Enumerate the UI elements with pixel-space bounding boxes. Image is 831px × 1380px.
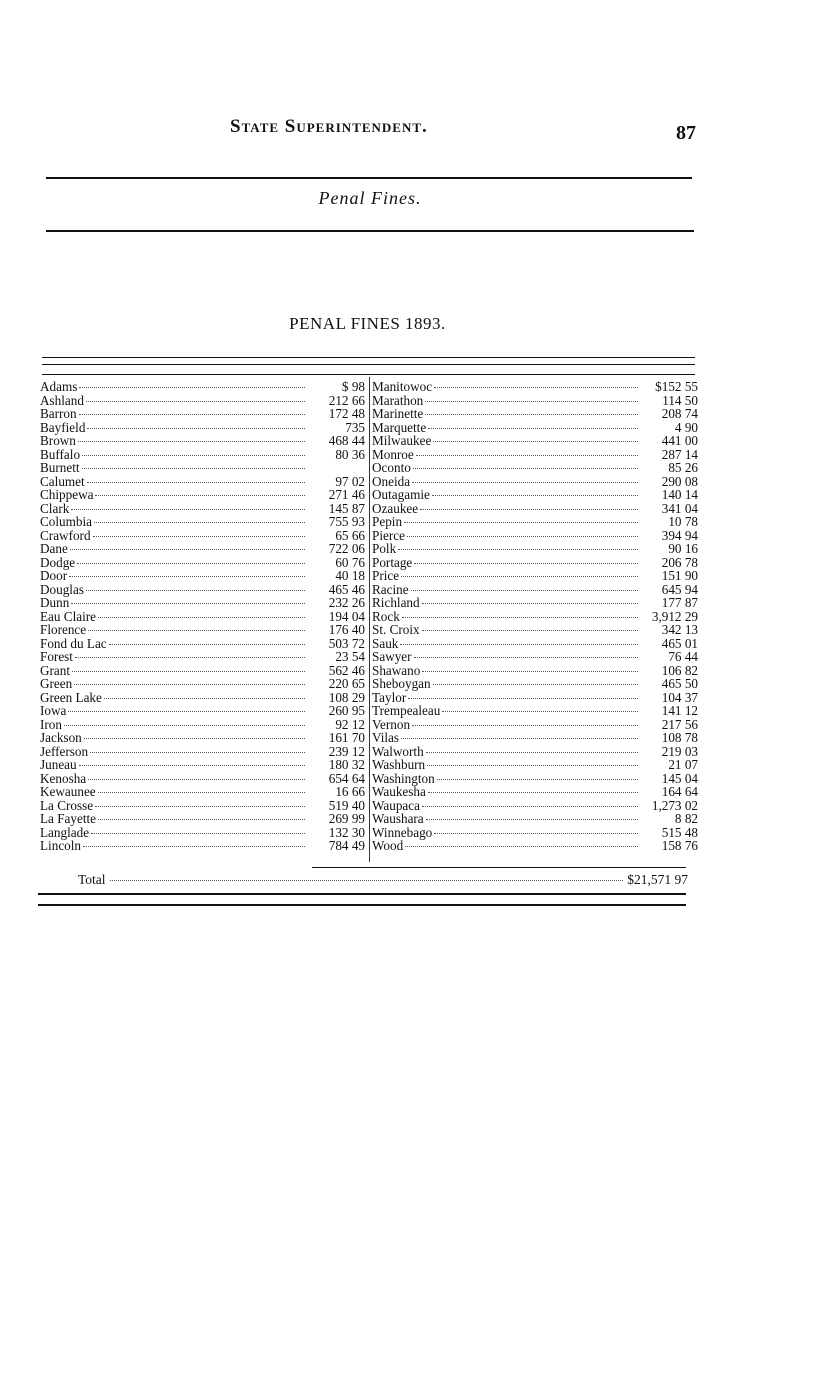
county-name: Ozaukee bbox=[372, 500, 419, 516]
fine-amount: 287 14 bbox=[661, 446, 698, 462]
fine-amount: 40 18 bbox=[335, 568, 365, 583]
fine-amount: 97 02 bbox=[335, 473, 365, 489]
county-name: Burnett bbox=[40, 460, 80, 475]
fine-amount: 269 99 bbox=[328, 811, 365, 826]
county-name: Shawano bbox=[372, 662, 421, 678]
table-row bbox=[372, 745, 698, 759]
fine-amount: 180 32 bbox=[328, 757, 365, 772]
table-rule-top-3 bbox=[42, 374, 695, 375]
table-row bbox=[372, 488, 698, 502]
county-name: Clark bbox=[40, 500, 70, 516]
fine-amount: 90 16 bbox=[668, 541, 698, 556]
left-column bbox=[40, 380, 365, 853]
table-row bbox=[372, 637, 698, 651]
leader-dots bbox=[88, 630, 305, 631]
table-row bbox=[372, 812, 698, 826]
leader-dots bbox=[422, 671, 638, 672]
total-row bbox=[78, 872, 688, 888]
table-row bbox=[40, 718, 365, 732]
table-row bbox=[372, 583, 698, 597]
table-row bbox=[40, 826, 365, 840]
table-row bbox=[372, 826, 698, 840]
leader-dots bbox=[420, 509, 638, 510]
leader-dots bbox=[70, 549, 305, 550]
table-row bbox=[40, 407, 365, 421]
leader-dots bbox=[434, 387, 638, 388]
county-name: Vernon bbox=[372, 716, 411, 732]
table-row bbox=[372, 502, 698, 516]
county-name: Iron bbox=[40, 716, 62, 732]
table-row bbox=[40, 434, 365, 448]
fine-amount: 260 95 bbox=[328, 703, 365, 718]
total-rule-top bbox=[312, 867, 686, 868]
leader-dots bbox=[432, 495, 638, 496]
county-name: Eau Claire bbox=[40, 608, 97, 624]
table-row bbox=[40, 650, 365, 664]
county-name: Pierce bbox=[372, 527, 405, 543]
fine-amount: 10 78 bbox=[668, 514, 698, 529]
county-name: La Fayette bbox=[40, 811, 97, 826]
fine-amount: 114 50 bbox=[662, 392, 698, 408]
table-row bbox=[40, 772, 365, 786]
county-name: Marquette bbox=[372, 419, 427, 435]
county-name: Trempealeau bbox=[372, 703, 441, 718]
leader-dots bbox=[422, 806, 638, 807]
county-name: Richland bbox=[372, 595, 420, 610]
leader-dots bbox=[75, 657, 305, 658]
leader-dots bbox=[94, 522, 305, 523]
leader-dots bbox=[433, 441, 638, 442]
county-name: Marathon bbox=[372, 392, 424, 408]
county-name: Walworth bbox=[372, 743, 424, 759]
fine-amount: 394 94 bbox=[661, 527, 698, 543]
section-title: Penal Fines. bbox=[318, 188, 422, 208]
fine-amount: 177 87 bbox=[661, 595, 698, 610]
county-name: Iowa bbox=[40, 703, 67, 718]
county-name: Florence bbox=[40, 622, 87, 637]
table-row bbox=[372, 515, 698, 529]
fine-amount: 219 03 bbox=[661, 743, 698, 759]
table-row bbox=[372, 623, 698, 637]
header-rule-bottom bbox=[46, 230, 694, 232]
fine-amount: 108 29 bbox=[328, 689, 365, 705]
leader-dots bbox=[98, 792, 305, 793]
table-row bbox=[372, 772, 698, 786]
table-row bbox=[372, 380, 698, 394]
county-name: Juneau bbox=[40, 757, 77, 772]
county-name: Portage bbox=[372, 554, 413, 570]
leader-dots bbox=[401, 738, 638, 739]
leader-dots bbox=[407, 536, 638, 537]
county-name: La Crosse bbox=[40, 797, 94, 813]
fine-amount: 194 04 bbox=[328, 608, 365, 624]
fine-amount: 145 87 bbox=[328, 500, 365, 516]
table-row bbox=[372, 596, 698, 610]
leader-dots bbox=[88, 779, 305, 780]
leader-dots bbox=[87, 428, 305, 429]
table-row bbox=[40, 488, 365, 502]
leader-dots bbox=[401, 576, 638, 577]
table-row bbox=[40, 758, 365, 772]
county-name: Calumet bbox=[40, 473, 85, 489]
fine-amount: 217 56 bbox=[661, 716, 698, 732]
table-row bbox=[40, 839, 365, 853]
table-row bbox=[40, 812, 365, 826]
county-name: Kenosha bbox=[40, 770, 87, 786]
fine-amount: 232 26 bbox=[328, 595, 365, 610]
leader-dots bbox=[422, 630, 638, 631]
county-name: Manitowoc bbox=[372, 379, 433, 394]
county-name: Polk bbox=[372, 541, 397, 556]
fine-amount: 23 54 bbox=[335, 649, 365, 664]
fine-amount: 784 49 bbox=[328, 838, 365, 853]
county-name: Adams bbox=[40, 379, 78, 394]
county-name: Douglas bbox=[40, 581, 84, 597]
county-name: Green Lake bbox=[40, 689, 102, 705]
table-row bbox=[40, 799, 365, 813]
table-row bbox=[40, 380, 365, 394]
leader-dots bbox=[422, 603, 638, 604]
table-row bbox=[40, 704, 365, 718]
leader-dots bbox=[79, 414, 305, 415]
leader-dots bbox=[95, 495, 305, 496]
fine-amount: 654 64 bbox=[328, 770, 365, 786]
county-name: Milwaukee bbox=[372, 433, 432, 448]
table-row bbox=[40, 731, 365, 745]
county-name: Brown bbox=[40, 433, 76, 448]
fine-amount: 108 78 bbox=[661, 730, 698, 745]
table-row bbox=[40, 596, 365, 610]
table-row bbox=[40, 515, 365, 529]
county-name: Marinette bbox=[372, 406, 424, 421]
table-row bbox=[372, 542, 698, 556]
leader-dots bbox=[425, 401, 638, 402]
total-label: Total bbox=[78, 872, 106, 887]
fine-amount: 645 94 bbox=[661, 581, 698, 597]
table-rule-bottom-1 bbox=[38, 893, 686, 895]
leader-dots bbox=[98, 819, 305, 820]
leader-dots bbox=[411, 590, 638, 591]
table-row bbox=[40, 637, 365, 651]
fine-amount: $ 98 bbox=[341, 379, 365, 394]
county-name: Jefferson bbox=[40, 743, 89, 759]
table-row bbox=[372, 529, 698, 543]
table-row bbox=[372, 569, 698, 583]
table-row bbox=[372, 691, 698, 705]
leader-dots bbox=[90, 752, 305, 753]
fine-amount: 140 14 bbox=[661, 487, 698, 502]
table-row bbox=[372, 799, 698, 813]
leader-dots bbox=[71, 603, 305, 604]
table-row bbox=[372, 394, 698, 408]
fine-amount: 172 48 bbox=[328, 406, 365, 421]
fine-amount: 441 00 bbox=[661, 433, 698, 448]
county-name: Oconto bbox=[372, 460, 411, 475]
fine-amount: 151 90 bbox=[661, 568, 698, 583]
fine-amount: 3,912 29 bbox=[651, 608, 698, 624]
fine-amount: 515 48 bbox=[661, 824, 698, 840]
fine-amount: 206 78 bbox=[661, 554, 698, 570]
table-row bbox=[372, 758, 698, 772]
leader-dots bbox=[442, 711, 638, 712]
county-name: Dane bbox=[40, 541, 68, 556]
fine-amount: 212 66 bbox=[328, 392, 365, 408]
leader-dots bbox=[404, 522, 638, 523]
table-row bbox=[372, 664, 698, 678]
right-column bbox=[372, 380, 698, 853]
leader-dots bbox=[437, 779, 638, 780]
county-name: Ashland bbox=[40, 392, 84, 408]
column-divider bbox=[369, 377, 370, 862]
county-name: Sawyer bbox=[372, 649, 412, 664]
fine-amount: 1,273 02 bbox=[651, 797, 698, 813]
leader-dots bbox=[405, 846, 638, 847]
leader-dots bbox=[78, 441, 305, 442]
fine-amount: 106 82 bbox=[661, 662, 698, 678]
leader-dots bbox=[69, 576, 305, 577]
leader-dots bbox=[83, 846, 305, 847]
leader-dots bbox=[86, 401, 305, 402]
fine-amount: 755 93 bbox=[328, 514, 365, 529]
fine-amount: 145 04 bbox=[661, 770, 698, 786]
fine-amount: 176 40 bbox=[328, 622, 365, 637]
county-name: Sauk bbox=[372, 635, 399, 651]
fine-amount: 65 66 bbox=[335, 527, 365, 543]
table-rule-top-1 bbox=[42, 357, 695, 358]
fine-amount: 16 66 bbox=[335, 784, 365, 799]
table-row bbox=[40, 461, 365, 475]
leader-dots bbox=[428, 792, 638, 793]
table-row bbox=[40, 448, 365, 462]
fine-amount: 519 40 bbox=[328, 797, 365, 813]
fine-amount: 562 46 bbox=[328, 662, 365, 678]
county-name: Green bbox=[40, 676, 73, 691]
county-name: St. Croix bbox=[372, 622, 420, 637]
table-row bbox=[40, 542, 365, 556]
leader-dots bbox=[434, 833, 638, 834]
table-row bbox=[372, 839, 698, 853]
fine-amount: 503 72 bbox=[328, 635, 365, 651]
leader-dots bbox=[79, 387, 305, 388]
leader-dots bbox=[412, 725, 638, 726]
leader-dots bbox=[77, 563, 305, 564]
fine-amount: $152 55 bbox=[655, 379, 698, 394]
county-name: Pepin bbox=[372, 514, 403, 529]
leader-dots bbox=[64, 725, 305, 726]
leader-dots bbox=[416, 455, 638, 456]
county-name: Langlade bbox=[40, 824, 90, 840]
table-row bbox=[40, 691, 365, 705]
fine-amount: 8 82 bbox=[674, 811, 698, 826]
county-name: Oneida bbox=[372, 473, 411, 489]
leader-dots bbox=[408, 698, 638, 699]
county-name: Fond du Lac bbox=[40, 635, 107, 651]
leader-dots bbox=[412, 482, 638, 483]
leader-dots bbox=[414, 657, 638, 658]
table-row bbox=[372, 461, 698, 475]
table-row bbox=[372, 718, 698, 732]
fine-amount: 271 46 bbox=[328, 487, 365, 502]
county-name: Washburn bbox=[372, 757, 426, 772]
table-row bbox=[40, 475, 365, 489]
fine-amount: 290 08 bbox=[661, 473, 698, 489]
fine-amount: 208 74 bbox=[661, 406, 698, 421]
running-title: State Superintendent. bbox=[230, 116, 428, 137]
table-row bbox=[40, 664, 365, 678]
table-row bbox=[40, 677, 365, 691]
fine-amount: 21 07 bbox=[668, 757, 698, 772]
total-amount: $21,571 97 bbox=[627, 872, 688, 887]
county-name: Columbia bbox=[40, 514, 93, 529]
table-row bbox=[372, 556, 698, 570]
fine-amount: 92 12 bbox=[335, 716, 365, 732]
fine-amount: 161 70 bbox=[328, 730, 365, 745]
leader-dots bbox=[72, 671, 305, 672]
county-name: Waukesha bbox=[372, 784, 426, 799]
leader-dots bbox=[425, 414, 638, 415]
fine-amount: 465 01 bbox=[661, 635, 698, 651]
leader-dots bbox=[86, 590, 305, 591]
county-name: Washington bbox=[372, 770, 435, 786]
county-name: Bayfield bbox=[40, 419, 86, 435]
table-row bbox=[372, 785, 698, 799]
leader-dots bbox=[87, 482, 305, 483]
leader-dots bbox=[71, 509, 305, 510]
table-title: PENAL FINES 1893. bbox=[289, 314, 446, 333]
fine-amount: 342 13 bbox=[661, 622, 698, 637]
county-name: Door bbox=[40, 568, 68, 583]
fine-amount: 141 12 bbox=[661, 703, 698, 718]
table-row bbox=[40, 745, 365, 759]
county-name: Winnebago bbox=[372, 824, 433, 840]
county-name: Crawford bbox=[40, 527, 91, 543]
leader-dots bbox=[74, 684, 305, 685]
leader-dots bbox=[427, 765, 638, 766]
table-row bbox=[40, 421, 365, 435]
leader-dots bbox=[98, 617, 305, 618]
table-row bbox=[40, 556, 365, 570]
county-name: Lincoln bbox=[40, 838, 82, 853]
county-name: Monroe bbox=[372, 446, 414, 462]
county-name: Kewaunee bbox=[40, 784, 96, 799]
table-row bbox=[40, 502, 365, 516]
table-row bbox=[40, 785, 365, 799]
county-name: Dodge bbox=[40, 554, 76, 570]
leader-dots bbox=[398, 549, 638, 550]
table-row bbox=[372, 731, 698, 745]
page-number: 87 bbox=[676, 122, 696, 144]
leader-dots bbox=[91, 833, 305, 834]
leader-dots bbox=[414, 563, 638, 564]
table-row bbox=[40, 623, 365, 637]
fine-amount: 158 76 bbox=[661, 838, 698, 853]
leader-dots bbox=[426, 819, 638, 820]
county-name: Forest bbox=[40, 649, 73, 664]
table-row bbox=[372, 434, 698, 448]
table-row bbox=[40, 610, 365, 624]
leader-dots bbox=[413, 468, 638, 469]
fine-amount: 4 90 bbox=[674, 419, 698, 435]
table-row bbox=[40, 529, 365, 543]
leader-dots bbox=[79, 765, 305, 766]
fine-amount: 468 44 bbox=[328, 433, 365, 448]
leader-dots bbox=[84, 738, 305, 739]
county-name: Waupaca bbox=[372, 797, 420, 813]
table-rule-top-2 bbox=[42, 364, 695, 365]
county-name: Jackson bbox=[40, 730, 82, 745]
table-row bbox=[40, 569, 365, 583]
county-name: Chippewa bbox=[40, 487, 94, 502]
leader-dots bbox=[433, 684, 638, 685]
county-name: Sheboygan bbox=[372, 676, 431, 691]
table-row bbox=[372, 677, 698, 691]
fine-amount: 220 65 bbox=[328, 676, 365, 691]
county-name: Vilas bbox=[372, 730, 400, 745]
fine-amount: 722 06 bbox=[328, 541, 365, 556]
fine-amount: 465 50 bbox=[661, 676, 698, 691]
leader-dots bbox=[109, 644, 305, 645]
table-row bbox=[40, 394, 365, 408]
leader-dots bbox=[110, 880, 624, 881]
fine-amount: 239 12 bbox=[328, 743, 365, 759]
leader-dots bbox=[93, 536, 305, 537]
county-name: Taylor bbox=[372, 689, 407, 705]
fine-amount: 104 37 bbox=[661, 689, 698, 705]
county-name: Rock bbox=[372, 608, 400, 624]
fine-amount: 76 44 bbox=[668, 649, 698, 664]
table-row bbox=[372, 704, 698, 718]
county-name: Barron bbox=[40, 406, 77, 421]
county-name: Racine bbox=[372, 581, 409, 597]
county-name: Outagamie bbox=[372, 487, 430, 502]
leader-dots bbox=[426, 752, 638, 753]
leader-dots bbox=[104, 698, 305, 699]
fine-amount: 132 30 bbox=[328, 824, 365, 840]
leader-dots bbox=[428, 428, 638, 429]
leader-dots bbox=[82, 468, 305, 469]
fine-amount: 60 76 bbox=[335, 554, 365, 570]
county-name: Buffalo bbox=[40, 446, 81, 462]
leader-dots bbox=[400, 644, 638, 645]
table-row bbox=[372, 610, 698, 624]
fine-amount: 80 36 bbox=[335, 446, 365, 462]
fine-amount: 85 26 bbox=[668, 460, 698, 475]
county-name: Dunn bbox=[40, 595, 70, 610]
fine-amount: 735 bbox=[345, 419, 365, 435]
table-row bbox=[372, 407, 698, 421]
table-row bbox=[372, 650, 698, 664]
leader-dots bbox=[95, 806, 305, 807]
leader-dots bbox=[82, 455, 305, 456]
county-name: Price bbox=[372, 568, 400, 583]
table-rule-bottom-2 bbox=[38, 904, 686, 906]
county-name: Waushara bbox=[372, 811, 424, 826]
fine-amount: 465 46 bbox=[328, 581, 365, 597]
county-name: Grant bbox=[40, 662, 71, 678]
table-row bbox=[40, 583, 365, 597]
fine-amount: 164 64 bbox=[661, 784, 698, 799]
county-name: Wood bbox=[372, 838, 404, 853]
table-row bbox=[372, 448, 698, 462]
table-row bbox=[372, 421, 698, 435]
header-rule-top bbox=[46, 177, 692, 179]
fine-amount: 341 04 bbox=[661, 500, 698, 516]
leader-dots bbox=[68, 711, 305, 712]
table-row bbox=[372, 475, 698, 489]
leader-dots bbox=[402, 617, 638, 618]
